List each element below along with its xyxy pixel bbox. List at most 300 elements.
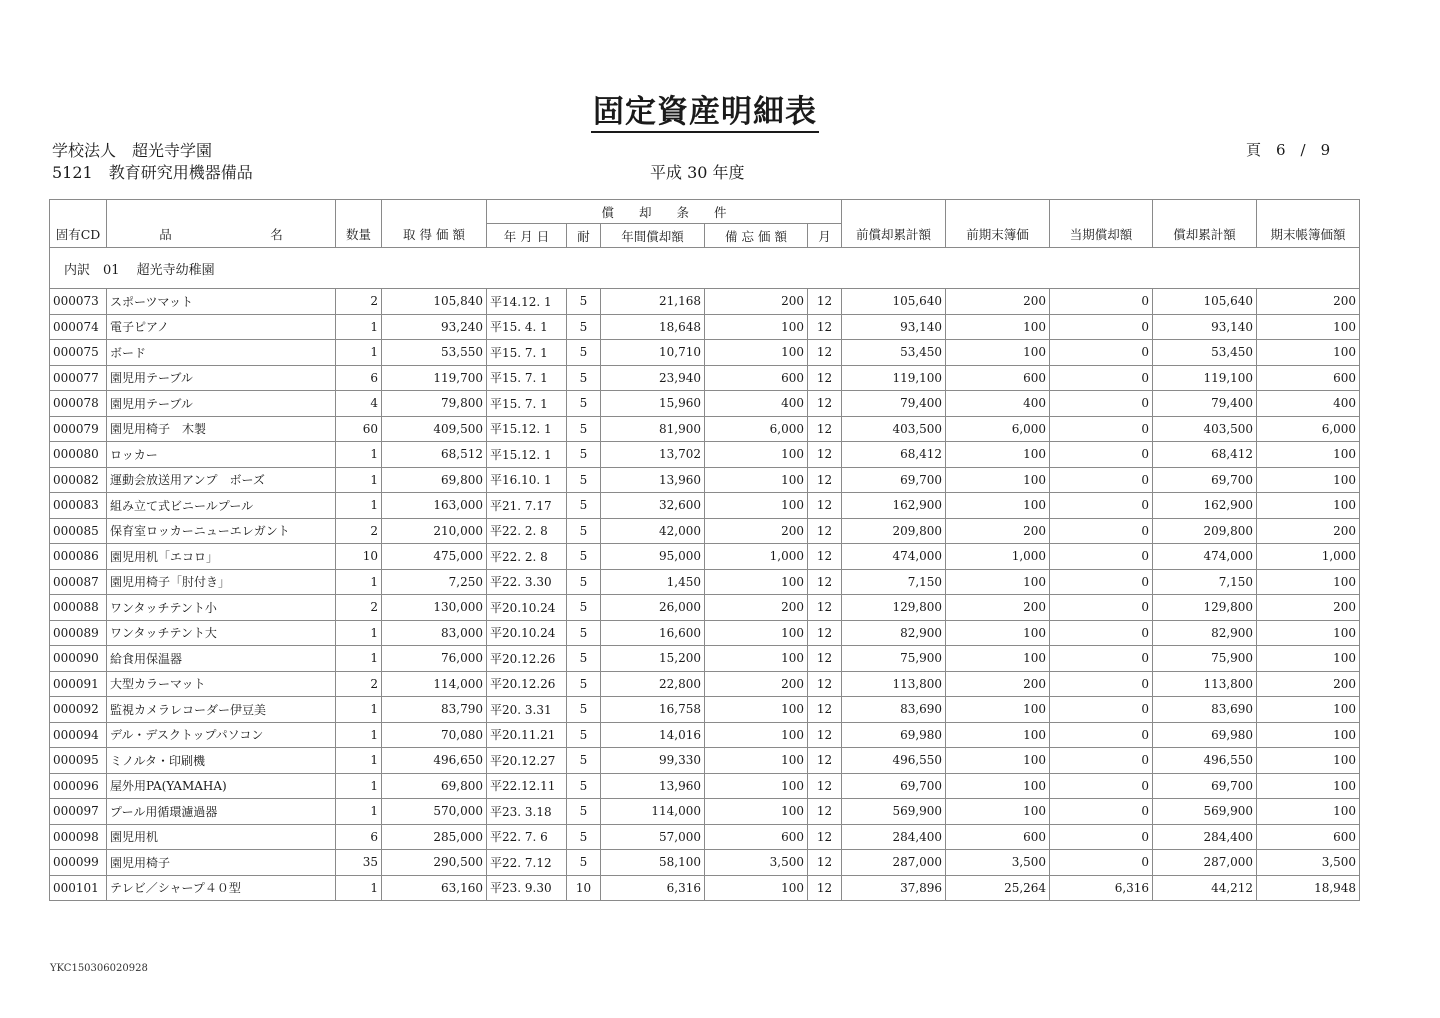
cell-prev-book: 100 [946,493,1050,519]
cell-month: 12 [808,416,842,442]
cell-cd: 000075 [50,340,107,366]
cell-qty: 1 [336,773,382,799]
cell-name: 電子ピアノ [107,314,336,340]
cell-memo: 100 [705,799,808,825]
cell-month: 12 [808,569,842,595]
cell-cd: 000091 [50,671,107,697]
cell-memo: 100 [705,620,808,646]
col-month: 月 [808,224,842,248]
cell-name: 給食用保温器 [107,646,336,672]
cell-name: 運動会放送用アンプ ボーズ [107,467,336,493]
cell-life: 5 [567,773,601,799]
cell-end-book: 200 [1257,289,1360,315]
cell-annual: 18,648 [601,314,705,340]
cell-end-book: 100 [1257,467,1360,493]
fiscal-year: 平成 30 年度 [650,163,745,182]
cell-end-book: 1,000 [1257,544,1360,570]
cell-month: 12 [808,467,842,493]
cell-cost: 105,840 [382,289,487,315]
col-date: 年 月 日 [487,224,567,248]
cell-annual: 42,000 [601,518,705,544]
cell-end-book: 100 [1257,722,1360,748]
cell-cd: 000101 [50,875,107,901]
cell-qty: 10 [336,544,382,570]
cell-acc: 113,800 [1153,671,1257,697]
cell-date: 平22. 7.12 [487,850,567,876]
cell-life: 5 [567,748,601,774]
cell-current: 0 [1050,518,1153,544]
cell-qty: 1 [336,875,382,901]
cell-prev-acc: 569,900 [842,799,946,825]
cell-month: 12 [808,799,842,825]
cell-cd: 000074 [50,314,107,340]
cell-name: 園児用机 [107,824,336,850]
cell-current: 0 [1050,620,1153,646]
cell-qty: 2 [336,671,382,697]
cell-current: 0 [1050,314,1153,340]
cell-current: 0 [1050,416,1153,442]
cell-date: 平22. 2. 8 [487,518,567,544]
cell-prev-book: 100 [946,697,1050,723]
cell-prev-book: 200 [946,289,1050,315]
cell-acc: 83,690 [1153,697,1257,723]
cell-end-book: 100 [1257,646,1360,672]
cell-cost: 70,080 [382,722,487,748]
page-number: 頁 6 / 9 [1246,141,1331,159]
cell-current: 0 [1050,595,1153,621]
cell-life: 5 [567,595,601,621]
cell-life: 5 [567,620,601,646]
cell-name: 監視カメラレコーダー伊豆美 [107,697,336,723]
table-row [50,314,1360,340]
cell-prev-acc: 82,900 [842,620,946,646]
col-life: 耐 [567,224,601,248]
cell-cost: 570,000 [382,799,487,825]
cell-end-book: 200 [1257,595,1360,621]
title-text: 固定資産明細表 [591,94,819,133]
col-prev-acc: 前償却累計額 [842,200,946,248]
cell-life: 10 [567,875,601,901]
cell-date: 平15. 4. 1 [487,314,567,340]
cell-cd: 000097 [50,799,107,825]
cell-cost: 163,000 [382,493,487,519]
cell-life: 5 [567,314,601,340]
cell-memo: 100 [705,340,808,366]
cell-cd: 000079 [50,416,107,442]
cell-annual: 13,960 [601,467,705,493]
cell-acc: 287,000 [1153,850,1257,876]
cell-qty: 1 [336,620,382,646]
cell-annual: 58,100 [601,850,705,876]
cell-cd: 000092 [50,697,107,723]
cell-prev-acc: 113,800 [842,671,946,697]
cell-cd: 000090 [50,646,107,672]
cell-name: ミノルタ・印刷機 [107,748,336,774]
cell-end-book: 100 [1257,493,1360,519]
cell-life: 5 [567,391,601,417]
cell-name: ワンタッチテント小 [107,595,336,621]
cell-prev-book: 100 [946,646,1050,672]
cell-date: 平20. 3.31 [487,697,567,723]
cell-prev-book: 100 [946,442,1050,468]
col-current: 当期償却額 [1050,200,1153,248]
cell-date: 平20.10.24 [487,620,567,646]
cell-month: 12 [808,748,842,774]
cell-month: 12 [808,850,842,876]
cell-date: 平20.12.26 [487,646,567,672]
cell-current: 6,316 [1050,875,1153,901]
cell-acc: 69,700 [1153,467,1257,493]
cell-memo: 100 [705,773,808,799]
cell-memo: 600 [705,824,808,850]
cell-annual: 1,450 [601,569,705,595]
cell-memo: 100 [705,493,808,519]
cell-life: 5 [567,671,601,697]
cell-memo: 3,500 [705,850,808,876]
cell-prev-acc: 105,640 [842,289,946,315]
cell-prev-book: 100 [946,748,1050,774]
cell-prev-acc: 209,800 [842,518,946,544]
cell-prev-acc: 79,400 [842,391,946,417]
cell-qty: 1 [336,646,382,672]
cell-life: 5 [567,518,601,544]
cell-date: 平20.12.26 [487,671,567,697]
cell-cd: 000098 [50,824,107,850]
cell-memo: 200 [705,518,808,544]
cell-cd: 000089 [50,620,107,646]
cell-date: 平22. 3.30 [487,569,567,595]
cell-end-book: 3,500 [1257,850,1360,876]
cell-life: 5 [567,569,601,595]
cell-qty: 1 [336,314,382,340]
table-row [50,773,1360,799]
cell-prev-book: 100 [946,467,1050,493]
cell-cost: 69,800 [382,467,487,493]
col-annual: 年間償却額 [601,224,705,248]
section-label: 内訳 01 超光寺幼稚園 [50,248,1360,289]
cell-annual: 32,600 [601,493,705,519]
cell-annual: 13,702 [601,442,705,468]
cell-end-book: 100 [1257,748,1360,774]
cell-end-book: 600 [1257,824,1360,850]
cell-memo: 100 [705,722,808,748]
cell-end-book: 200 [1257,671,1360,697]
cell-qty: 1 [336,442,382,468]
cell-annual: 14,016 [601,722,705,748]
cell-date: 平23. 3.18 [487,799,567,825]
cell-end-book: 400 [1257,391,1360,417]
cell-name: スポーツマット [107,289,336,315]
table-row [50,748,1360,774]
cell-cd: 000095 [50,748,107,774]
cell-cost: 130,000 [382,595,487,621]
cell-qty: 2 [336,595,382,621]
cell-prev-acc: 119,100 [842,365,946,391]
cell-current: 0 [1050,799,1153,825]
table-row [50,493,1360,519]
table-row [50,595,1360,621]
cell-annual: 15,960 [601,391,705,417]
cell-life: 5 [567,646,601,672]
cell-life: 5 [567,697,601,723]
cell-qty: 1 [336,722,382,748]
cell-annual: 16,600 [601,620,705,646]
col-prev-book: 前期末簿価 [946,200,1050,248]
table-row [50,544,1360,570]
cell-cd: 000094 [50,722,107,748]
cell-prev-book: 25,264 [946,875,1050,901]
cell-memo: 400 [705,391,808,417]
cell-end-book: 100 [1257,569,1360,595]
cell-current: 0 [1050,646,1153,672]
cell-cd: 000086 [50,544,107,570]
cell-acc: 44,212 [1153,875,1257,901]
cell-annual: 23,940 [601,365,705,391]
table-row [50,340,1360,366]
cell-date: 平23. 9.30 [487,875,567,901]
table-row [50,467,1360,493]
cell-qty: 1 [336,467,382,493]
cell-name: テレビ／シャープ４０型 [107,875,336,901]
cell-annual: 26,000 [601,595,705,621]
cell-end-book: 100 [1257,340,1360,366]
cell-memo: 100 [705,748,808,774]
cell-current: 0 [1050,493,1153,519]
table-row [50,824,1360,850]
footer-code: YKC150306020928 [50,963,148,974]
cell-end-book: 100 [1257,620,1360,646]
cell-prev-acc: 69,700 [842,467,946,493]
cell-end-book: 18,948 [1257,875,1360,901]
cell-life: 5 [567,442,601,468]
cell-acc: 474,000 [1153,544,1257,570]
cell-current: 0 [1050,365,1153,391]
cell-date: 平20.10.24 [487,595,567,621]
table-row [50,799,1360,825]
cell-prev-acc: 53,450 [842,340,946,366]
cell-prev-acc: 93,140 [842,314,946,340]
cell-current: 0 [1050,697,1153,723]
cell-cost: 119,700 [382,365,487,391]
cell-life: 5 [567,365,601,391]
cell-date: 平15.12. 1 [487,442,567,468]
table-row [50,671,1360,697]
cell-memo: 100 [705,569,808,595]
cell-memo: 100 [705,646,808,672]
cell-date: 平22. 7. 6 [487,824,567,850]
cell-annual: 22,800 [601,671,705,697]
cell-cost: 475,000 [382,544,487,570]
cell-prev-acc: 75,900 [842,646,946,672]
cell-cost: 68,512 [382,442,487,468]
cell-acc: 105,640 [1153,289,1257,315]
cell-memo: 100 [705,875,808,901]
table-row [50,518,1360,544]
col-memo: 備 忘 価 額 [705,224,808,248]
cell-annual: 57,000 [601,824,705,850]
cell-memo: 600 [705,365,808,391]
cell-month: 12 [808,442,842,468]
cell-life: 5 [567,824,601,850]
cell-date: 平15. 7. 1 [487,365,567,391]
cell-cost: 7,250 [382,569,487,595]
cell-memo: 1,000 [705,544,808,570]
asset-table [49,199,1360,901]
cell-prev-book: 100 [946,314,1050,340]
cell-current: 0 [1050,467,1153,493]
cell-month: 12 [808,722,842,748]
cell-acc: 209,800 [1153,518,1257,544]
cell-memo: 100 [705,467,808,493]
cell-month: 12 [808,620,842,646]
cell-qty: 6 [336,365,382,391]
cell-month: 12 [808,289,842,315]
section-row [50,248,1360,289]
cell-name: 組み立て式ビニールプール [107,493,336,519]
cell-prev-acc: 7,150 [842,569,946,595]
cell-cd: 000099 [50,850,107,876]
table-body [50,248,1360,901]
cell-life: 5 [567,416,601,442]
document-title [0,86,1410,131]
cell-qty: 2 [336,518,382,544]
cell-qty: 1 [336,340,382,366]
cell-annual: 15,200 [601,646,705,672]
cell-cd: 000088 [50,595,107,621]
cell-cd: 000087 [50,569,107,595]
cell-cost: 285,000 [382,824,487,850]
cell-acc: 7,150 [1153,569,1257,595]
cell-memo: 100 [705,314,808,340]
cell-annual: 99,330 [601,748,705,774]
cell-end-book: 100 [1257,799,1360,825]
cell-life: 5 [567,850,601,876]
cell-cost: 409,500 [382,416,487,442]
cell-acc: 69,700 [1153,773,1257,799]
cell-prev-acc: 403,500 [842,416,946,442]
cell-annual: 21,168 [601,289,705,315]
cell-acc: 75,900 [1153,646,1257,672]
cell-prev-acc: 496,550 [842,748,946,774]
table-row [50,875,1360,901]
cell-name: 園児用椅子「肘付き」 [107,569,336,595]
cell-month: 12 [808,391,842,417]
header-row-top [50,200,1360,224]
cell-annual: 6,316 [601,875,705,901]
cell-cost: 93,240 [382,314,487,340]
cell-prev-book: 1,000 [946,544,1050,570]
cell-prev-book: 100 [946,569,1050,595]
table-row [50,289,1360,315]
cell-life: 5 [567,289,601,315]
cell-prev-book: 200 [946,518,1050,544]
cell-qty: 1 [336,493,382,519]
cell-current: 0 [1050,671,1153,697]
cell-prev-acc: 162,900 [842,493,946,519]
cell-prev-acc: 474,000 [842,544,946,570]
cell-prev-book: 600 [946,824,1050,850]
cell-date: 平20.12.27 [487,748,567,774]
cell-qty: 1 [336,748,382,774]
cell-name: プール用循環濾過器 [107,799,336,825]
cell-month: 12 [808,697,842,723]
cell-prev-book: 200 [946,671,1050,697]
col-cost: 取 得 価 額 [382,200,487,248]
cell-qty: 60 [336,416,382,442]
cell-current: 0 [1050,569,1153,595]
cell-annual: 95,000 [601,544,705,570]
cell-cost: 210,000 [382,518,487,544]
cell-acc: 162,900 [1153,493,1257,519]
cell-acc: 79,400 [1153,391,1257,417]
col-qty: 数量 [336,200,382,248]
cell-current: 0 [1050,391,1153,417]
cell-acc: 496,550 [1153,748,1257,774]
cell-month: 12 [808,493,842,519]
cell-qty: 1 [336,799,382,825]
cell-cd: 000073 [50,289,107,315]
cell-date: 平21. 7.17 [487,493,567,519]
cell-end-book: 100 [1257,697,1360,723]
cell-cost: 76,000 [382,646,487,672]
cell-end-book: 6,000 [1257,416,1360,442]
cell-cost: 63,160 [382,875,487,901]
cell-prev-book: 200 [946,595,1050,621]
cell-memo: 100 [705,697,808,723]
cell-cd: 000096 [50,773,107,799]
cell-prev-acc: 287,000 [842,850,946,876]
cell-prev-book: 100 [946,773,1050,799]
cell-prev-acc: 129,800 [842,595,946,621]
cell-date: 平14.12. 1 [487,289,567,315]
cell-name: ロッカー [107,442,336,468]
cell-qty: 6 [336,824,382,850]
cell-prev-book: 600 [946,365,1050,391]
cell-current: 0 [1050,773,1153,799]
corporation-name: 学校法人 超光寺学園 [52,141,213,160]
cell-acc: 93,140 [1153,314,1257,340]
cell-current: 0 [1050,748,1153,774]
cell-life: 5 [567,544,601,570]
cell-date: 平16.10. 1 [487,467,567,493]
cell-end-book: 100 [1257,773,1360,799]
cell-cd: 000082 [50,467,107,493]
cell-cost: 496,650 [382,748,487,774]
col-conditions: 償 却 条 件 [487,200,842,224]
cell-life: 5 [567,467,601,493]
cell-date: 平15. 7. 1 [487,340,567,366]
cell-cost: 53,550 [382,340,487,366]
cell-date: 平15. 7. 1 [487,391,567,417]
table-row [50,442,1360,468]
table-row [50,722,1360,748]
cell-memo: 200 [705,595,808,621]
cell-month: 12 [808,595,842,621]
cell-name: 屋外用PA(YAMAHA) [107,773,336,799]
cell-acc: 68,412 [1153,442,1257,468]
cell-annual: 10,710 [601,340,705,366]
cell-memo: 200 [705,289,808,315]
cell-life: 5 [567,493,601,519]
cell-date: 平22. 2. 8 [487,544,567,570]
col-name: 品 名 [107,200,336,248]
cell-month: 12 [808,824,842,850]
cell-acc: 53,450 [1153,340,1257,366]
cell-life: 5 [567,340,601,366]
cell-cd: 000078 [50,391,107,417]
table-row [50,646,1360,672]
cell-annual: 16,758 [601,697,705,723]
